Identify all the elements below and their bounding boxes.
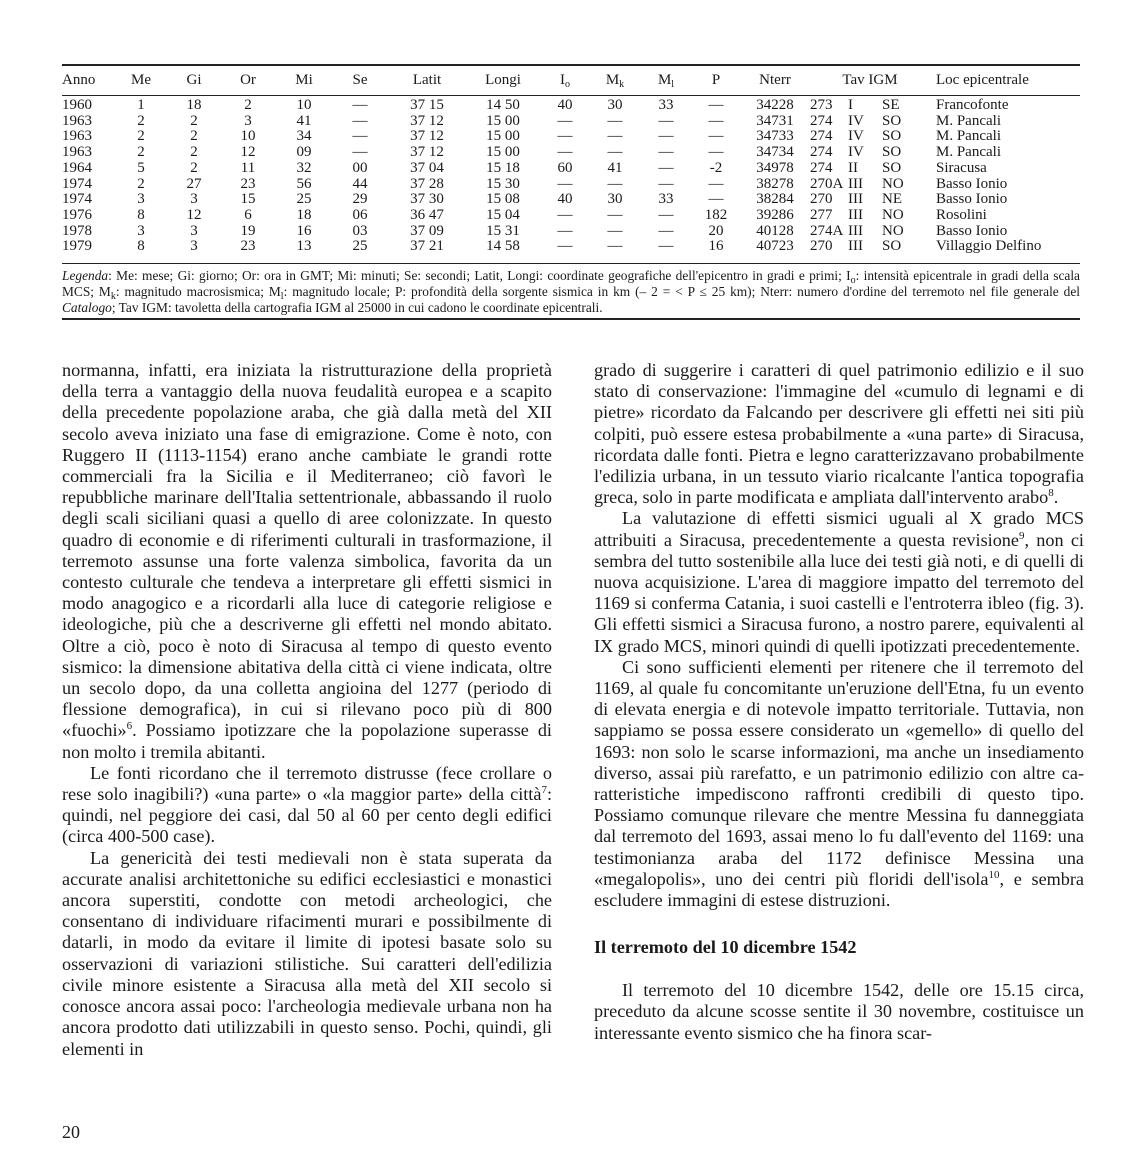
- cell-or: 6: [244, 206, 252, 223]
- cell-anno: 1963: [62, 144, 92, 161]
- cell-io: 40: [557, 191, 573, 208]
- cell-mi: 32: [296, 159, 312, 176]
- table-row: [62, 114, 1080, 130]
- cell-longi: 15 00: [486, 144, 520, 161]
- table-row: [62, 239, 1080, 255]
- cell-p: —: [708, 191, 724, 208]
- cell-mk: —: [607, 144, 623, 161]
- cell-anno: 1978: [62, 222, 92, 239]
- cell-mi: 41: [296, 112, 312, 129]
- cell-latit: 37 15: [410, 97, 444, 113]
- cell-io: —: [557, 144, 573, 161]
- cell-tav-igm: 277 III NO: [810, 206, 904, 223]
- cell-longi: 15 08: [486, 191, 520, 208]
- cell-me: 1: [137, 97, 145, 113]
- cell-loc-epicentrale: Siracusa: [936, 159, 987, 176]
- cell-gi: 2: [190, 159, 198, 176]
- page-number: 20: [62, 1122, 80, 1142]
- cell-anno: 1974: [62, 191, 92, 208]
- cell-mk: —: [607, 128, 623, 145]
- cell-io: 40: [557, 97, 573, 113]
- cell-anno: 1963: [62, 112, 92, 129]
- cell-se: 25: [352, 238, 368, 255]
- col-header-anno: Anno: [62, 72, 96, 89]
- cell-tav-igm: 274 II SO: [810, 159, 902, 176]
- cell-loc-epicentrale: Villaggio Delfino: [936, 238, 1042, 255]
- cell-loc-epicentrale: Francofonte: [936, 97, 1009, 113]
- cell-io: —: [557, 175, 573, 192]
- paragraph: La genericità dei testi medievali non è stata superata da accurate analisi architettoniche su edifici ecclesiastici e monastici ancora superstiti, condotte con metodi archeologici, che consentano di individuare rifacimenti murari e possibilmente di datarli, in modo da evitare il limite di ipotesi basate solo su osservazioni di variazioni stilistiche. Sui caratteri dell'edilizia civile minore esistente a Siracusa alla metà del XII secolo si conosce ancora assai poco: l'archeologia medievale urbana non ha ancora prodotto dati utilizzabili in questo senso. Pochi, quindi, gli elementi in: [62, 847, 552, 1059]
- cell-ml: 33: [658, 191, 674, 208]
- cell-longi: 15 04: [486, 206, 520, 223]
- cell-or: 3: [244, 112, 252, 129]
- cell-anno: 1974: [62, 175, 92, 192]
- cell-or: 2: [244, 97, 252, 113]
- table-row: [62, 145, 1080, 161]
- cell-se: 00: [352, 159, 368, 176]
- cell-nterr: 34978: [756, 159, 794, 176]
- earthquake-catalog-table: [62, 68, 1080, 255]
- cell-p: 16: [708, 238, 724, 255]
- cell-mk: 41: [607, 159, 623, 176]
- cell-p: —: [708, 112, 724, 129]
- cell-tav-igm: 274 IV SO: [810, 112, 902, 129]
- cell-mi: 10: [296, 97, 312, 113]
- cell-io: —: [557, 222, 573, 239]
- table-row: [62, 129, 1080, 145]
- footnote-ref: 9: [1018, 529, 1025, 542]
- cell-longi: 14 58: [486, 238, 520, 255]
- col-header-mi: Mi: [295, 72, 313, 89]
- cell-tav-igm: 273 I SE: [810, 97, 900, 113]
- cell-latit: 36 47: [410, 206, 444, 223]
- cell-gi: 2: [190, 144, 198, 161]
- cell-io: 60: [557, 159, 573, 176]
- cell-latit: 37 21: [410, 238, 444, 255]
- cell-me: 3: [137, 222, 145, 239]
- table-row: [62, 208, 1080, 224]
- cell-loc-epicentrale: M. Pancali: [936, 128, 1001, 145]
- cell-ml: —: [658, 144, 674, 161]
- cell-se: —: [352, 97, 368, 113]
- cell-p: —: [708, 175, 724, 192]
- section-heading: Il terremoto del 10 dicembre 1542: [594, 937, 857, 958]
- cell-longi: 14 50: [486, 97, 520, 113]
- table-bottom-rule: [62, 263, 1080, 264]
- col-header-loc-epicentrale: Loc epicentrale: [936, 72, 1029, 89]
- cell-gi: 3: [190, 191, 198, 208]
- cell-mi: 34: [296, 128, 312, 145]
- cell-p: —: [708, 144, 724, 161]
- cell-anno: 1979: [62, 238, 92, 255]
- paragraph: grado di suggerire i caratteri di quel patrimonio edilizio e il suo stato di conservazione: l'immagine del «cumulo di legnami e di pietre» ricordato da Falcando per descrivere gli effetti nei siti più colpiti, può essere estesa probabilmente a «una parte» di Siracusa, ricordata dalle fonti. Pietra e legno caratterizzavano probabilmente l'edilizia urbana, in un tessuto viario ricalcante l'antica topografia greca, solo in parte modificata e ampliata dall'intervento arabo$^8$.: [594, 360, 1084, 508]
- cell-me: 2: [137, 112, 145, 129]
- cell-mk: 30: [607, 191, 623, 208]
- cell-mi: 09: [296, 144, 312, 161]
- left-text-column: [62, 360, 552, 1060]
- cell-mk: —: [607, 206, 623, 223]
- table-row: [62, 177, 1080, 193]
- cell-mk: 30: [607, 97, 623, 113]
- col-header-p: P: [711, 72, 721, 89]
- cell-p: 20: [708, 222, 724, 239]
- cell-ml: —: [658, 128, 674, 145]
- cell-loc-epicentrale: Rosolini: [936, 206, 987, 223]
- footnote-ref: 6: [126, 720, 133, 733]
- cell-nterr: 34734: [756, 144, 794, 161]
- cell-mi: 16: [296, 222, 312, 239]
- cell-io: —: [557, 128, 573, 145]
- cell-longi: 15 00: [486, 128, 520, 145]
- cell-io: —: [557, 112, 573, 129]
- cell-ml: —: [658, 159, 674, 176]
- cell-latit: 37 12: [410, 128, 444, 145]
- cell-gi: 12: [186, 206, 202, 223]
- cell-mk: —: [607, 238, 623, 255]
- table-row: [62, 192, 1080, 208]
- paragraph: Ci sono sufficienti elementi per ritenere che il terremoto del 1169, al quale fu concomitante un'eruzione dell'Etna, fu un evento di elevata energia e di notevole impatto territoriale. Tuttavia, non sappiamo se possa essere considerato un «gemello» di quello del 1693: non solo le scarse informazioni, ma anche un insediamento diverso, assai più rarefatto, e un patrimonio edilizio con altre caratteristiche impediscono raffronti credibili di questo tipo. Possiamo comunque rilevare che mentre Messina fu danneggiata dal terremoto del 1693, assai meno lo fu dall'evento del 1169: una testimonianza araba del 1172 definisce Messina una «megalopolis», uno dei centri più floridi dell'isola$^{10}$, e sembra escludere immagini di estese distruzioni.: [594, 656, 1085, 911]
- cell-mk: —: [607, 112, 623, 129]
- cell-or: 23: [240, 238, 256, 255]
- cell-anno: 1963: [62, 128, 92, 145]
- cell-loc-epicentrale: Basso Ionio: [936, 175, 1008, 192]
- right-text-column: [594, 360, 1084, 1044]
- cell-anno: 1964: [62, 159, 92, 176]
- table-row: [62, 224, 1080, 240]
- cell-or: 23: [240, 175, 256, 192]
- cell-nterr: 38278: [756, 175, 794, 192]
- cell-tav-igm: 274 IV SO: [810, 128, 902, 145]
- cell-nterr: 38284: [756, 191, 794, 208]
- cell-latit: 37 12: [410, 112, 444, 129]
- cell-mi: 56: [296, 175, 312, 192]
- cell-p: -2: [709, 159, 723, 176]
- col-header-mk: $M_k$: [605, 72, 625, 91]
- col-header-or: Or: [240, 72, 256, 89]
- cell-or: 12: [240, 144, 256, 161]
- legend-label: Legenda: [62, 268, 109, 283]
- footnote-ref: 7: [541, 784, 547, 797]
- cell-anno: 1960: [62, 97, 92, 113]
- cell-se: 29: [352, 191, 368, 208]
- cell-gi: 3: [190, 222, 198, 239]
- cell-tav-igm: 274A III NO: [810, 222, 904, 239]
- table-header-row: [62, 68, 1080, 94]
- cell-tav-igm: 274 IV SO: [810, 144, 902, 161]
- cell-se: 03: [352, 222, 368, 239]
- cell-mk: —: [607, 222, 623, 239]
- cell-tav-igm: 270A III NO: [810, 175, 904, 192]
- cell-se: —: [352, 112, 368, 129]
- cell-loc-epicentrale: Basso Ionio: [936, 191, 1008, 208]
- cell-nterr: 39286: [756, 206, 794, 223]
- cell-io: —: [557, 238, 573, 255]
- cell-latit: 37 30: [410, 191, 444, 208]
- col-header-gi: Gi: [186, 72, 202, 89]
- cell-se: —: [352, 128, 368, 145]
- cell-nterr: 34731: [756, 112, 794, 129]
- cell-mi: 25: [296, 191, 312, 208]
- cell-or: 10: [240, 128, 256, 145]
- table-row: [62, 161, 1080, 177]
- col-header-ml: $M_l$: [657, 72, 675, 91]
- cell-me: 2: [137, 175, 145, 192]
- cell-or: 11: [240, 159, 256, 176]
- cell-nterr: 40723: [756, 238, 794, 255]
- cell-loc-epicentrale: M. Pancali: [936, 144, 1001, 161]
- cell-gi: 2: [190, 112, 198, 129]
- cell-nterr: 40128: [756, 222, 794, 239]
- cell-me: 8: [137, 238, 145, 255]
- cell-nterr: 34733: [756, 128, 794, 145]
- cell-p: —: [708, 128, 724, 145]
- cell-anno: 1976: [62, 206, 92, 223]
- cell-or: 19: [240, 222, 256, 239]
- table-row: [62, 94, 1080, 114]
- cell-or: 15: [240, 191, 256, 208]
- cell-tav-igm: 270 III NE: [810, 191, 902, 208]
- table-top-rule: [62, 64, 1080, 66]
- cell-me: 2: [137, 144, 145, 161]
- paragraph: normanna, infatti, era iniziata la ristrutturazione della proprietà della terra a vantaggio della nuova feudalità europea e a scapito della precedente popolazione araba, che già dalla metà del XII secolo aveva iniziato una fase di emigrazione. Come è noto, con Ruggero II (1113-1154) erano anche cambiate le grandi rotte commerciali fra la Sicilia e il Mediterraneo; ciò favorì le repubbliche marinare dell'Italia settentrionale, abbassando il ruolo degli scali siciliani quasi a quello di aree colonizzate. In questo quadro di economie e di riferimenti culturali in trasformazione, il terremoto assunse una forte valenza simbolica, favorita da un contesto culturale che tendeva a interpretare gli effetti sismici in modo anagogico e a ricordarli alla luce di categorie religiose e ideologiche, più che a descriverne gli effetti nel mondo abitato. Oltre a ciò, poco è noto di Siracusa al tempo di questo evento sismico: la dimensione abitativa della città ci viene indicata, oltre un secolo dopo, da una colletta angioina del 1277 (periodo di flessione demografica), in cui si rilevano poco più di 800 «fuochi»$^6$. Possiamo ipotizzare che la popolazione superasse di non molto i tremila abitanti.: [62, 360, 552, 762]
- cell-me: 3: [137, 191, 145, 208]
- cell-mi: 13: [296, 238, 312, 255]
- cell-ml: —: [658, 112, 674, 129]
- cell-me: 2: [137, 128, 145, 145]
- cell-se: 44: [352, 175, 368, 192]
- paragraph: Le fonti ricordano che il terremoto distrusse (fece crollare o rese solo inagibili?) «una parte» o «la maggior parte» della città$^7$: quindi, nel peggiore dei casi, dal 50 al 60 per cento degli edifici (circa 400-500 case).: [62, 762, 552, 847]
- cell-ml: —: [658, 238, 674, 255]
- cell-se: 06: [352, 206, 368, 223]
- cell-gi: 3: [190, 238, 198, 255]
- cell-ml: —: [658, 175, 674, 192]
- col-header-longi: Longi: [485, 72, 521, 89]
- cell-ml: 33: [658, 97, 674, 113]
- cell-tav-igm: 270 III SO: [810, 238, 902, 255]
- cell-loc-epicentrale: Basso Ionio: [936, 222, 1008, 239]
- footnote-ref: 10: [988, 868, 1000, 881]
- cell-longi: 15 18: [486, 159, 520, 176]
- cell-se: —: [352, 144, 368, 161]
- col-header-me: Me: [131, 72, 151, 89]
- cell-mi: 18: [296, 206, 312, 223]
- cell-longi: 15 00: [486, 112, 520, 129]
- paragraph: La valutazione di effetti sismici uguali al X grado MCS attribuiti a Siracusa, precedentemente a questa revisione$^9$, non ci sembra del tutto sostenibile alla luce dei testi già noti, e di quelli di nuova acquisizione. L'area di maggiore impatto del terremoto del 1169 si conferma Catania, i suoi castelli e l'entroterra ibleo (fig. 3). Gli effetti sismici a Siracusa furono, a nostro parere, equivalenti al IX grado MCS, minori quindi di quelli ipotizzati precedentemente.: [594, 508, 1084, 656]
- cell-gi: 18: [186, 97, 202, 113]
- cell-nterr: 34228: [756, 97, 794, 113]
- cell-latit: 37 09: [410, 222, 444, 239]
- cell-ml: —: [658, 206, 674, 223]
- col-header-nterr: Nterr: [759, 72, 791, 89]
- cell-mk: —: [607, 175, 623, 192]
- cell-loc-epicentrale: M. Pancali: [936, 112, 1001, 129]
- cell-p: —: [708, 97, 724, 113]
- col-header-tav-igm: Tav IGM: [842, 72, 898, 89]
- cell-me: 5: [137, 159, 145, 176]
- cell-latit: 37 28: [410, 175, 444, 192]
- paragraph: Il terremoto del 10 dicembre 1542, delle ore 15.15 circa, preceduto da alcune scosse sentite il 30 novembre, costituisce un interessante evento sismico che ha finora scar-: [594, 980, 1084, 1043]
- table-legend: Legenda: Me: mese; Gi: giorno; Or: ora in GMT; Mi: minuti; Se: secondi; Latit, Longi: coordinate geografiche dell'epicentro in gradi e primi; $I_o$: intensità epicentrale in gradi della scala MCS; $M_k$: magnitudo macrosismica; $M_l$: magnitudo locale; P: profondità della sorgente sismica in km (– 2 = < P ≤ 25 km); Nterr: numero d'ordine del terremoto nel file generale del Catalogo; Tav IGM: tavoletta della cartografia IGM al 25000 in cui cadono le coordinate epicentrali.: [62, 268, 1081, 315]
- cell-latit: 37 04: [410, 159, 444, 176]
- cell-longi: 15 31: [486, 222, 520, 239]
- cell-longi: 15 30: [486, 175, 520, 192]
- cell-me: 8: [137, 206, 145, 223]
- col-header-se: Se: [352, 72, 368, 89]
- cell-gi: 2: [190, 128, 198, 145]
- col-header-latit: Latit: [412, 72, 442, 89]
- cell-io: —: [557, 206, 573, 223]
- cell-ml: —: [658, 222, 674, 239]
- cell-gi: 27: [186, 175, 202, 192]
- cell-p: 182: [704, 206, 728, 223]
- footnote-ref: 8: [1048, 487, 1054, 500]
- cell-latit: 37 12: [410, 144, 444, 161]
- col-header-io: $I_o$: [560, 72, 570, 91]
- legend-bottom-rule: [62, 318, 1080, 320]
